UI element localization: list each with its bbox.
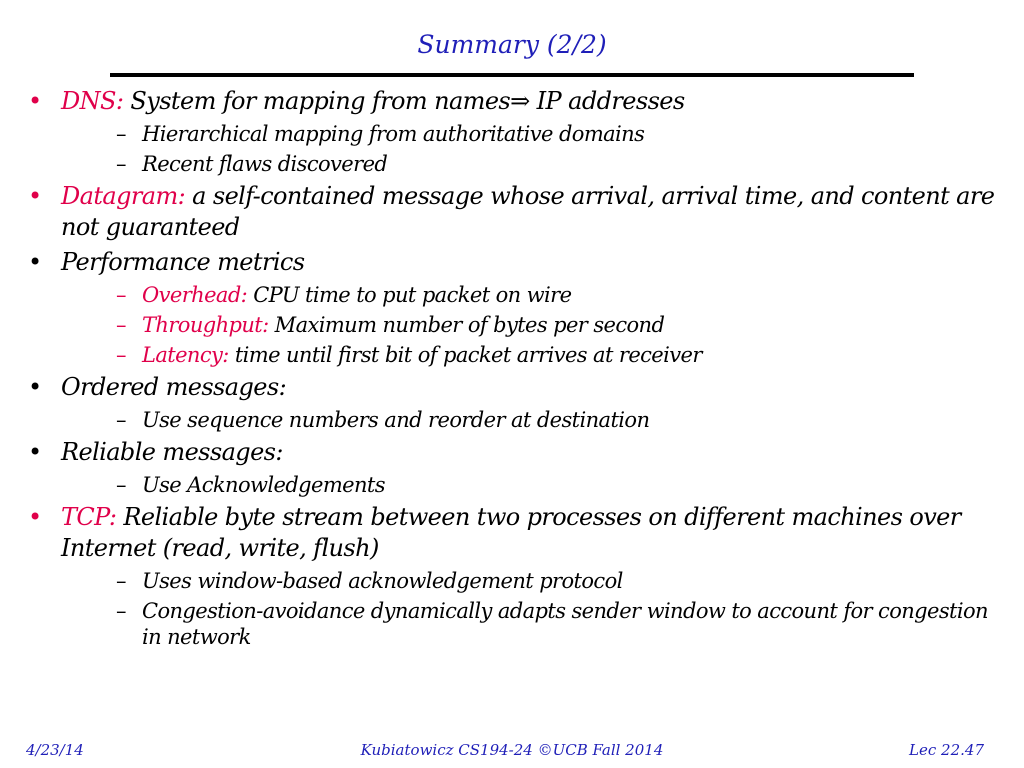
- dash-icon: –: [116, 152, 126, 176]
- dash-icon: –: [116, 343, 126, 367]
- bullet-item: [26, 372, 1006, 433]
- dash-icon: –: [116, 599, 126, 623]
- bullet-dot-icon: •: [28, 373, 42, 401]
- sub-bullet-list: [61, 568, 1006, 650]
- sub-bullet-term: Throughput:: [142, 313, 269, 337]
- bullet-item: [26, 437, 1006, 498]
- sub-bullet-item: [61, 282, 1006, 308]
- bullet-term: TCP:: [61, 503, 117, 531]
- sub-bullet-item: [61, 312, 1006, 338]
- bullet-list: [26, 82, 1006, 650]
- sub-bullet-text: Use sequence numbers and reorder at destination: [142, 408, 650, 432]
- sub-bullet-text: Hierarchical mapping from authoritative domains: [142, 122, 645, 146]
- sub-bullet-item: [61, 342, 1006, 368]
- sub-bullet-term: Latency:: [142, 343, 229, 367]
- dash-icon: –: [116, 122, 126, 146]
- sub-bullet-list: [61, 282, 1006, 368]
- sub-bullet-item: [61, 598, 1006, 650]
- dash-icon: –: [116, 283, 126, 307]
- bullet-term: Datagram:: [61, 182, 186, 210]
- dash-icon: –: [116, 313, 126, 337]
- footer-course: Kubiatowicz CS194-24 ©UCB Fall 2014: [360, 741, 664, 759]
- bullet-text: Reliable byte stream between two processes on different machines over Internet (read, write, flush): [61, 503, 961, 562]
- bullet-text: Performance metrics: [61, 248, 305, 276]
- bullet-item: [26, 86, 1006, 177]
- bullet-dot-icon: •: [28, 438, 42, 466]
- sub-bullet-item: [61, 568, 1006, 594]
- bullet-text: Reliable messages:: [61, 438, 283, 466]
- bullet-dot-icon: •: [28, 182, 42, 210]
- bullet-text: a self-contained message whose arrival, arrival time, and content are not guaranteed: [61, 182, 995, 241]
- sub-bullet-text: Maximum number of bytes per second: [268, 313, 665, 337]
- bullet-term: DNS:: [61, 87, 124, 115]
- sub-bullet-text: Use Acknowledgements: [142, 473, 385, 497]
- dash-icon: –: [116, 408, 126, 432]
- dash-icon: –: [116, 473, 126, 497]
- sub-bullet-list: [61, 407, 1006, 433]
- bullet-dot-icon: •: [28, 87, 42, 115]
- sub-bullet-text: time until first bit of packet arrives at receiver: [228, 343, 702, 367]
- bullet-item: [26, 181, 1006, 243]
- sub-bullet-item: [61, 472, 1006, 498]
- bullet-text: System for mapping from names⇒ IP addresses: [123, 87, 685, 115]
- dash-icon: –: [116, 569, 126, 593]
- title-underline: [110, 73, 914, 77]
- sub-bullet-item: [61, 121, 1006, 147]
- sub-bullet-item: [61, 151, 1006, 177]
- slide-title: Summary (2/2): [417, 30, 607, 59]
- sub-bullet-list: [61, 472, 1006, 498]
- sub-bullet-text: Recent flaws discovered: [142, 152, 388, 176]
- footer-date: 4/23/14: [26, 741, 84, 759]
- sub-bullet-item: [61, 407, 1006, 433]
- footer-lecture-number: Lec 22.47: [909, 741, 984, 759]
- sub-bullet-text: Congestion-avoidance dynamically adapts sender window to account for congestion in network: [142, 599, 988, 649]
- bullet-text: Ordered messages:: [61, 373, 287, 401]
- sub-bullet-text: CPU time to put packet on wire: [247, 283, 572, 307]
- bullet-item: [26, 247, 1006, 368]
- sub-bullet-term: Overhead:: [142, 283, 248, 307]
- bullet-dot-icon: •: [28, 503, 42, 531]
- bullet-item: [26, 502, 1006, 650]
- sub-bullet-list: [61, 121, 1006, 177]
- sub-bullet-text: Uses window-based acknowledgement protocol: [142, 569, 623, 593]
- bullet-dot-icon: •: [28, 248, 42, 276]
